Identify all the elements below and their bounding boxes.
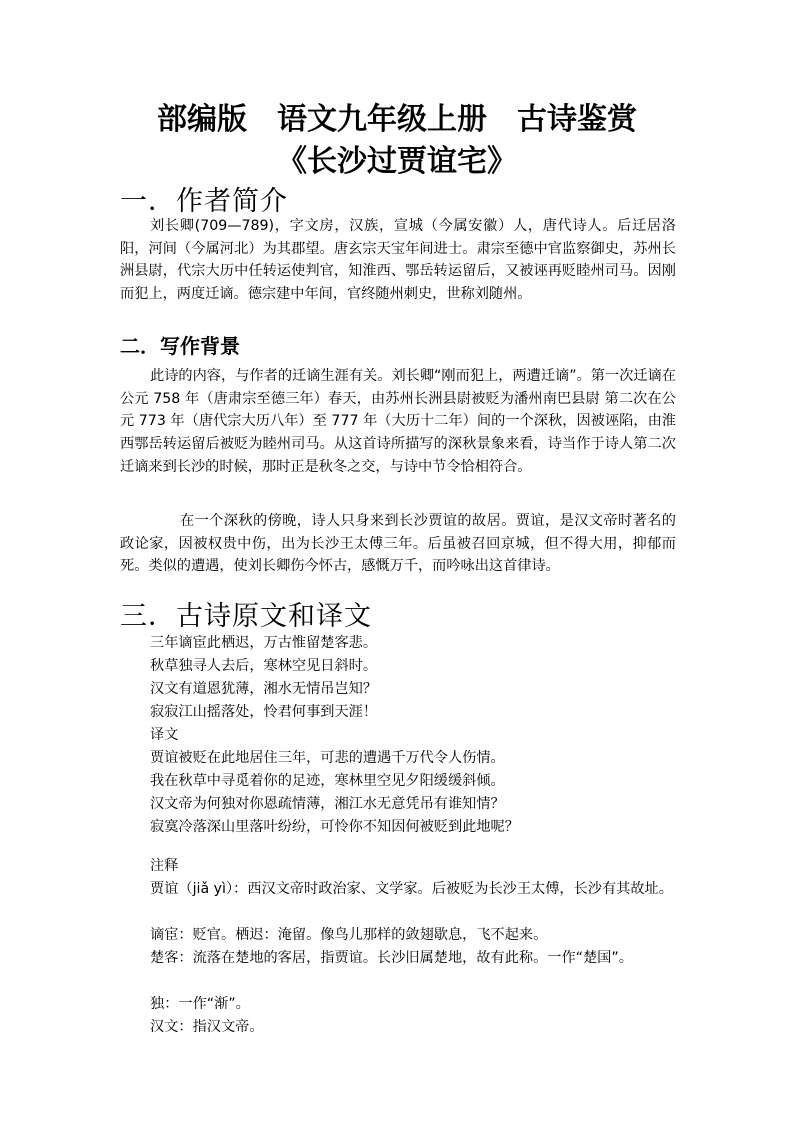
notes-label: 注释 <box>150 858 179 874</box>
poem-line: 秋草独寻人去后，寒林空见日斜时。 <box>150 658 378 674</box>
section-heading-author: 一．作者简介 <box>120 186 288 217</box>
note-item: 贾谊（jiǎ yì）：西汉文帝时政治家、文学家。后被贬为长沙王太傅，长沙有其故址。 <box>150 881 673 897</box>
section-heading-background: 二．写作背景 <box>120 334 240 358</box>
poem-line: 汉文有道恩犹薄，湘水无情吊岂知？ <box>150 681 378 697</box>
translation-line: 汉文帝为何独对你恩疏情薄，湘江水无意凭吊有谁知情？ <box>150 796 505 812</box>
note-item: 汉文：指汉文帝。 <box>150 1019 264 1035</box>
background-paragraph-1: 此诗的内容，与作者的迁谪生涯有关。刘长卿“刚而犯上，两遭迁谪”。第一次迁谪在公元 758 年（唐肃宗至德三年）春天，由苏州长洲县尉被贬为潘州南巴县尉 第二次在公元 773 年（唐代宗大历八年）至 777 年（大历十二年）间的一个深秋，因被诬陷，由淮西鄂岳转运留后被贬为睦州司马。从这首诗所描写的深秋景象来看，诗当作于诗人第二次迁谪来到长沙的时候，那时正是秋冬之交，与诗中节令恰相符合。 <box>120 368 676 475</box>
translation-line: 我在秋草中寻觅着你的足迹，寒林里空见夕阳缓缓斜倾。 <box>150 773 505 789</box>
poem-line: 寂寂江山摇落处，怜君何事到天涯！ <box>150 704 378 720</box>
translation-label: 译文 <box>150 727 179 743</box>
document-title: 部编版 语文九年级上册 古诗鉴赏 <box>157 102 637 137</box>
translation-line: 寂寞冷落深山里落叶纷纷，可怜你不知因何被贬到此地呢？ <box>150 819 519 835</box>
note-item: 谪宦：贬官。栖迟：淹留。像鸟儿那样的敛翅歇息，飞不起来。 <box>150 927 548 943</box>
author-intro-paragraph: 刘长卿(709—789)，字文房，汉族，宣城（今属安徽）人，唐代诗人。后迁居洛阳，河间（今属河北）为其郡望。唐玄宗天宝年间进士。肃宗至德中官监察御史，苏州长洲县尉，代宗大历中任转运使判官，知淮西、鄂岳转运留后，又被诬再贬睦州司马。因刚而犯上，两度迁谪。德宗建中年间，官终随州刺史，世称刘随州。 <box>120 218 676 303</box>
note-item: 楚客：流落在楚地的客居，指贾谊。长沙旧属楚地，故有此称。一作“楚国”。 <box>150 950 633 966</box>
background-paragraph-2: 在一个深秋的傍晚，诗人只身来到长沙贾谊的故居。贾谊，是汉文帝时著名的政论家，因被权贵中伤，出为长沙王太傅三年。后虽被召回京城，但不得大用，抑郁而死。类似的遭遇，使刘长卿伤今怀古，感慨万千，而吟咏出这首律诗。 <box>120 513 676 575</box>
note-item: 独：一作“渐”。 <box>150 996 250 1012</box>
translation-line: 贾谊被贬在此地居住三年，可悲的遭遇千万代令人伤情。 <box>150 750 505 766</box>
section-heading-poem: 三．古诗原文和译文 <box>120 601 372 632</box>
poem-title: 《长沙过贾谊宅》 <box>277 144 517 179</box>
poem-line: 三年谪宦此栖迟，万古惟留楚客悲。 <box>150 635 378 651</box>
